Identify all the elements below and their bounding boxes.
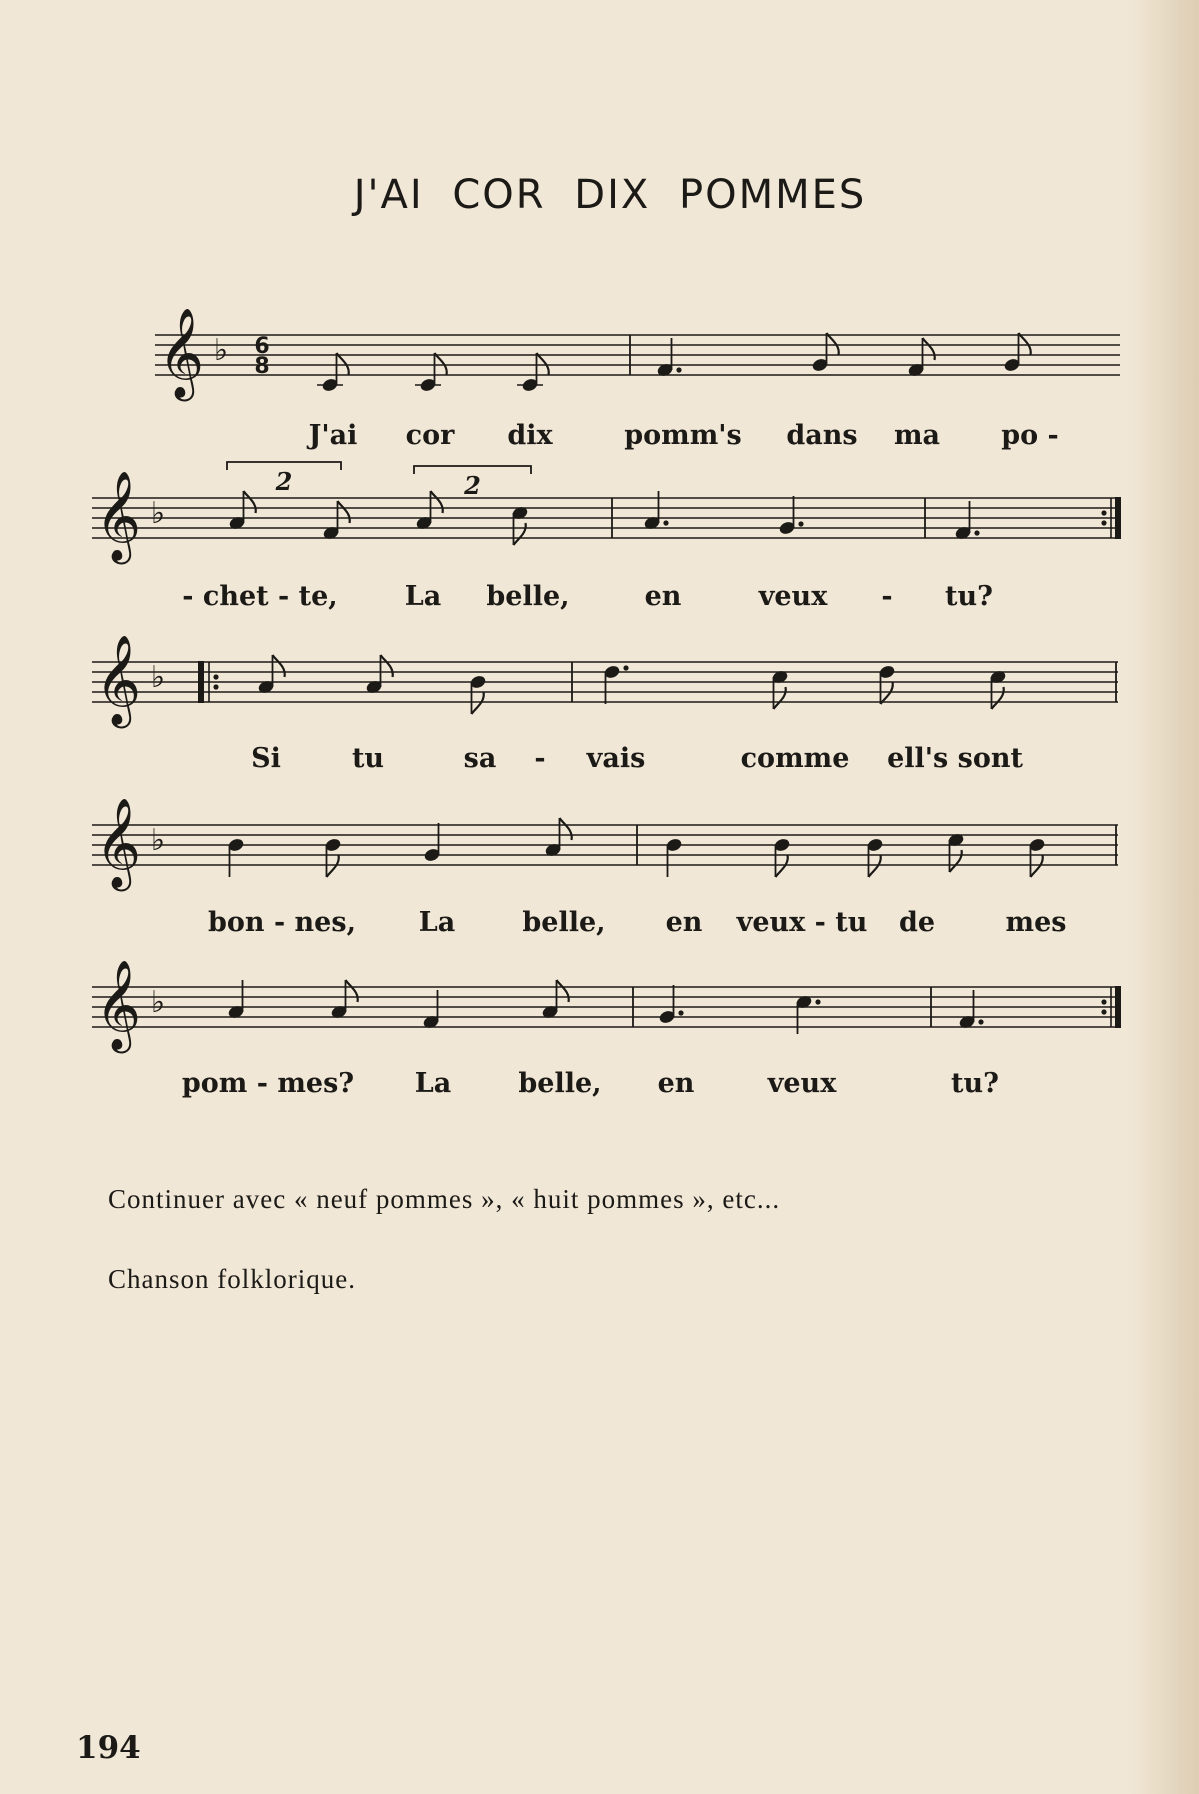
lyrics-line-4 — [0, 907, 1199, 947]
note-flag — [1019, 333, 1031, 355]
repeat-thick-bar — [1115, 986, 1121, 1028]
repeat-dot — [1101, 510, 1106, 515]
repeat-dot — [213, 674, 218, 679]
treble-clef-icon: 𝄞 — [157, 308, 205, 398]
lyrics-line-2 — [0, 581, 1199, 621]
lyric-syllable: en — [665, 907, 703, 938]
note-flag — [431, 491, 443, 513]
lyrics-line-3 — [0, 743, 1199, 783]
lyric-syllable: La — [404, 581, 442, 612]
augmentation-dot — [676, 367, 681, 372]
lyric-syllable: veux — [758, 581, 828, 612]
repeat-dot — [1101, 1009, 1106, 1014]
time-signature-top: 6 — [254, 334, 270, 359]
note-flag — [472, 692, 484, 714]
note-flag — [244, 491, 256, 513]
lyric-syllable: dix — [507, 420, 553, 451]
lyric-syllable: ma — [893, 420, 941, 451]
treble-clef-icon: 𝄞 — [94, 471, 142, 561]
lyric-syllable: sa — [463, 743, 497, 774]
lyrics-line-1 — [0, 420, 1199, 460]
augmentation-dot — [978, 1019, 983, 1024]
note-flag — [923, 338, 935, 360]
note-flag — [514, 523, 526, 545]
lyric-syllable: tu? — [945, 581, 993, 612]
note-flag — [1031, 855, 1043, 877]
lyric-syllable: - — [881, 581, 893, 612]
augmentation-dot — [623, 665, 628, 670]
repeat-dot — [213, 684, 218, 689]
lyric-syllable: pomm's — [624, 420, 742, 451]
lyric-syllable: La — [414, 1068, 452, 1099]
note-flag — [869, 855, 881, 877]
lyric-syllable: belle, — [486, 581, 570, 612]
tuplet-number: 2 — [275, 467, 293, 496]
lyrics-line-5 — [0, 1068, 1199, 1108]
note-flag — [776, 855, 788, 877]
flat-sign-icon: ♭ — [213, 333, 229, 368]
tuplet-number: 2 — [464, 471, 481, 500]
lyric-syllable: cor — [405, 420, 455, 451]
note-flag — [774, 687, 786, 709]
lyric-syllable: de — [898, 907, 936, 938]
note-flag — [557, 980, 569, 1002]
treble-clef-icon: 𝄞 — [94, 635, 142, 725]
lyric-syllable: pom - mes? — [181, 1068, 355, 1099]
lyric-syllable: veux - tu — [736, 907, 868, 938]
treble-clef-icon: 𝄞 — [94, 798, 142, 888]
note-flag — [881, 682, 893, 704]
note-flag — [327, 855, 339, 877]
note-flag — [338, 501, 350, 523]
lyric-syllable: en — [657, 1068, 695, 1099]
time-signature-bottom: 8 — [254, 354, 270, 379]
note-flag — [346, 980, 358, 1002]
continuation-note: Continuer avec « neuf pommes », « huit pommes », etc... — [108, 1184, 781, 1214]
note-flag — [827, 333, 839, 355]
lyric-syllable: tu? — [951, 1068, 999, 1099]
note-flag — [435, 353, 447, 375]
lyric-syllable: dans — [786, 420, 858, 451]
augmentation-dot — [663, 520, 668, 525]
augmentation-dot — [815, 999, 820, 1004]
lyric-syllable: po - — [1001, 420, 1059, 451]
repeat-thick-bar — [198, 661, 204, 703]
lyric-syllable: comme — [740, 743, 850, 774]
lyric-syllable: belle, — [518, 1068, 602, 1099]
lyric-syllable: belle, — [522, 907, 606, 938]
repeat-dot — [1101, 999, 1106, 1004]
lyric-syllable: veux — [767, 1068, 837, 1099]
flat-sign-icon: ♭ — [150, 985, 166, 1020]
lyric-syllable: tu — [351, 743, 385, 774]
augmentation-dot — [678, 1010, 683, 1015]
note-flag — [381, 655, 393, 677]
lyric-syllable: - chet - te, — [182, 581, 338, 612]
flat-sign-icon: ♭ — [150, 823, 166, 858]
note-flag — [950, 850, 962, 872]
note-flag — [537, 353, 549, 375]
lyric-syllable: - — [534, 743, 546, 774]
augmentation-dot — [974, 530, 979, 535]
song-title: J'AI COR DIX POMMES — [353, 172, 867, 218]
note-flag — [560, 818, 572, 840]
lyric-syllable: bon - nes, — [208, 907, 356, 938]
note-flag — [273, 655, 285, 677]
lyric-syllable: mes — [1005, 907, 1067, 938]
flat-sign-icon: ♭ — [150, 660, 166, 695]
repeat-dot — [1101, 520, 1106, 525]
repeat-thick-bar — [1115, 497, 1121, 539]
lyric-syllable: vais — [586, 743, 646, 774]
flat-sign-icon: ♭ — [150, 496, 166, 531]
lyric-syllable: ell's sont — [887, 743, 1023, 774]
lyric-syllable: La — [418, 907, 456, 938]
note-flag — [992, 687, 1004, 709]
treble-clef-icon: 𝄞 — [94, 960, 142, 1050]
note-flag — [337, 353, 349, 375]
lyric-syllable: en — [644, 581, 682, 612]
page-number: 194 — [76, 1730, 141, 1766]
song-source: Chanson folklorique. — [108, 1264, 356, 1294]
augmentation-dot — [798, 521, 803, 526]
lyric-syllable: Si — [251, 743, 281, 774]
lyric-syllable: J'ai — [308, 420, 358, 451]
